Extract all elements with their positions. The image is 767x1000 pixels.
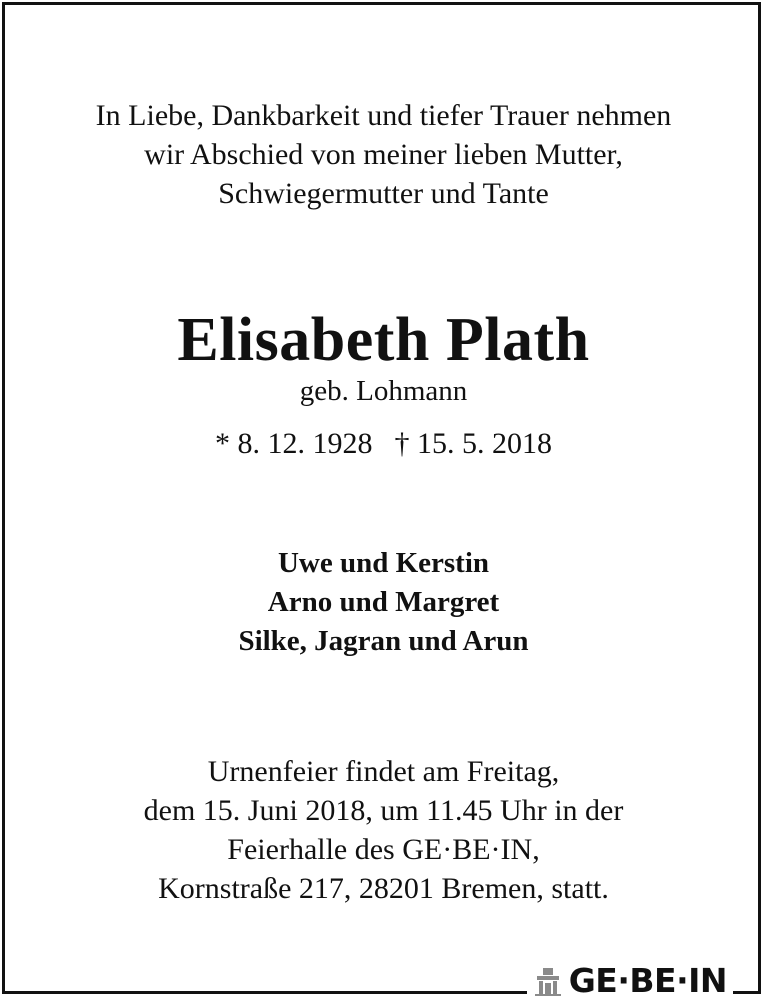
- birth-date: * 8. 12. 1928: [215, 427, 373, 460]
- intro-text: [0, 96, 767, 213]
- service-line: Feierhalle des GE·BE·IN,: [227, 833, 540, 866]
- mourner-line: Uwe und Kerstin: [277, 547, 490, 579]
- birth-name: geb. Lohmann: [299, 375, 468, 407]
- service-line: Kornstraße 217, 28201 Bremen, statt.: [158, 872, 609, 905]
- service-line: Urnenfeier findet am Freitag,: [207, 755, 560, 788]
- life-dates: [0, 424, 767, 464]
- death-date: † 15. 5. 2018: [394, 427, 552, 460]
- logo-text: GE·BE·IN: [568, 961, 727, 1000]
- intro-line: In Liebe, Dankbarkeit und tiefer Trauer nehmen: [95, 99, 672, 132]
- deceased-name: Elisabeth Plath: [177, 306, 590, 374]
- service-info: [0, 752, 767, 908]
- gebein-logo: [527, 962, 733, 1000]
- intro-line: wir Abschied von meiner lieben Mutter,: [144, 138, 623, 171]
- intro-line: Schwiegermutter und Tante: [218, 177, 549, 210]
- mourner-line: Silke, Jagran und Arun: [238, 625, 529, 657]
- gebein-building-icon: [533, 966, 563, 996]
- service-line: dem 15. Juni 2018, um 11.45 Uhr in der: [143, 794, 624, 827]
- mourners-list: [0, 544, 767, 661]
- mourner-line: Arno und Margret: [267, 586, 500, 618]
